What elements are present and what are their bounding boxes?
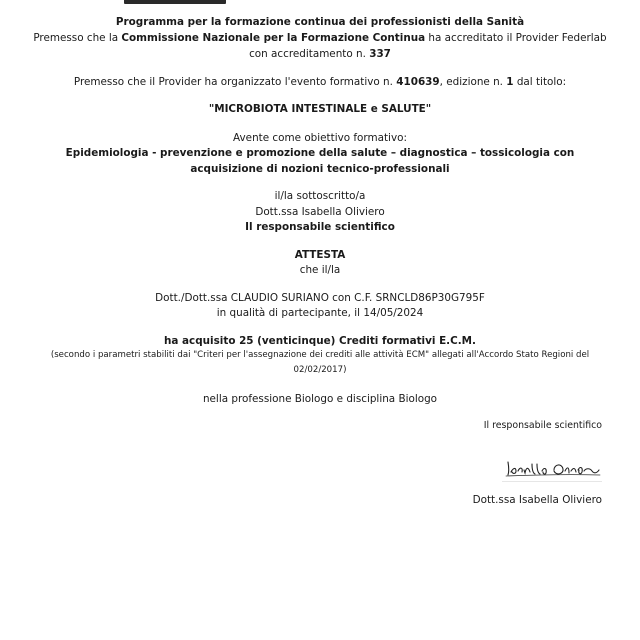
- accreditation-line: con accreditamento n. 337: [249, 48, 391, 60]
- event-line: Premesso che il Provider ha organizzato l'evento formativo n. 410639, edizione n. 1 dal titolo:: [73, 76, 567, 88]
- participation-line: in qualità di partecipante, il 14/05/2024: [216, 307, 424, 319]
- che-label: che il/la: [299, 264, 341, 276]
- event-title: "MICROBIOTA INTESTINALE e SALUTE": [208, 103, 432, 115]
- criteria-line-2: 02/02/2017): [293, 365, 347, 375]
- edition-number: 1: [506, 76, 514, 88]
- signature-image: [502, 452, 602, 480]
- footer-name: Dott.ssa Isabella Oliviero: [472, 494, 602, 506]
- accreditation-number: 337: [369, 48, 391, 60]
- signer-name: Dott.ssa Isabella Oliviero: [255, 206, 385, 218]
- credits-line: ha acquisito 25 (venticinque) Crediti formativi E.C.M.: [164, 335, 476, 347]
- commission-name: Commissione Nazionale per la Formazione Continua: [121, 32, 426, 44]
- objective-line-2: acquisizione di nozioni tecnico-professionali: [190, 163, 450, 175]
- objective-line-1: Epidemiologia - prevenzione e promozione della salute – diagnostica – tossicologia con: [65, 147, 575, 159]
- footer-role: Il responsabile scientifico: [483, 420, 602, 431]
- attesta-heading: ATTESTA: [294, 249, 346, 261]
- signature-line: [502, 481, 602, 482]
- header-title: Programma per la formazione continua dei professionisti della Sanità: [115, 16, 525, 28]
- undersigned-label: il/la sottoscritto/a: [274, 190, 366, 202]
- event-number: 410639: [396, 76, 440, 88]
- logo-strip: [124, 0, 226, 4]
- premesso-commission: Premesso che la Commissione Nazionale per la Formazione Continua ha accreditato il Provider Federlab: [33, 32, 607, 44]
- objective-label: Avente come obiettivo formativo:: [233, 132, 407, 144]
- profession-line: nella professione Biologo e disciplina Biologo: [202, 393, 438, 405]
- participant-line: Dott./Dott.ssa CLAUDIO SURIANO con C.F. SRNCLD86P30G795F: [155, 292, 485, 304]
- signer-role: Il responsabile scientifico: [245, 221, 395, 233]
- criteria-line-1: (secondo i parametri stabiliti dai "Criteri per l'assegnazione dei crediti alle attività ECM" allegati all'Accordo Stato Regioni del: [50, 350, 590, 360]
